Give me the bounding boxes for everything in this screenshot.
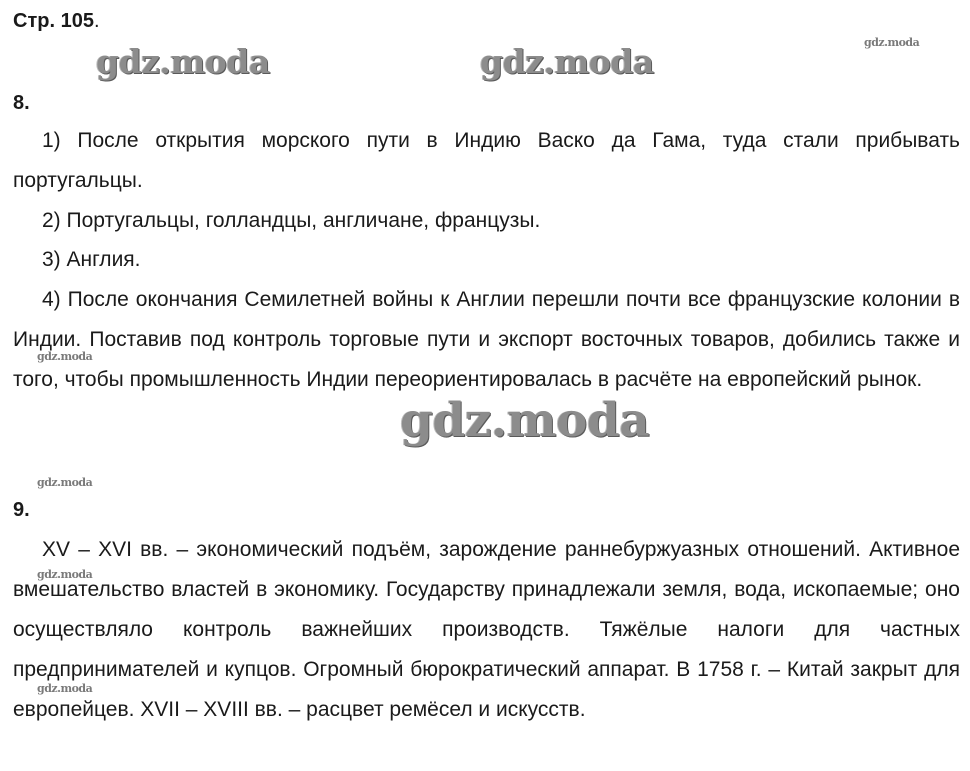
watermark-logo: gdz.moda <box>96 42 270 81</box>
page-reference-dot: . <box>93 10 100 32</box>
watermark-logo: gdz.moda <box>37 682 93 695</box>
task-9-answer: XV – XVI вв. – экономический подъём, зарождение раннебуржуазных отношений. Активное вмешательство властей в экономику. Государству принадлежали земля, вода, ископаемые; оно осуществляло контроль важнейших производств. Тяжёлые налоги для частных предпринимателей и купцов. Огромный бюрократический аппарат. В 1758 г. – Китай закрыт для европейцев. XVII – XVIII вв. – расцвет ремёсел и искусств. <box>13 538 960 721</box>
watermark-logo: gdz.moda <box>480 42 654 81</box>
task-8-answer-4: 4) После окончания Семилетней войны к Англии перешли почти все французские колонии в Индии. Поставив под контроль торговые пути и экспорт восточных товаров, добились также и того, чтобы промышленность Индии переориентировалась в расчёте на европейский рынок. <box>13 288 960 391</box>
task-8-answer-2: 2) Португальцы, голландцы, англичане, французы. <box>42 209 541 232</box>
watermark-logo: gdz.moda <box>37 350 93 363</box>
page-reference <box>13 9 100 33</box>
watermark-logo: gdz.moda <box>37 568 93 581</box>
watermark-logo: gdz.moda <box>400 393 650 448</box>
task-8-answer-3: 3) Англия. <box>42 248 141 271</box>
page-reference-text: Стр. 105 <box>13 10 94 32</box>
task-9-number: 9. <box>13 499 30 521</box>
task-8-number: 8. <box>13 92 30 114</box>
watermark-logo: gdz.moda <box>37 476 93 489</box>
task-8-answer-1: 1) После открытия морского пути в Индию Васко да Гама, туда стали прибывать португальцы. <box>13 129 960 192</box>
watermark-logo: gdz.moda <box>864 36 920 49</box>
